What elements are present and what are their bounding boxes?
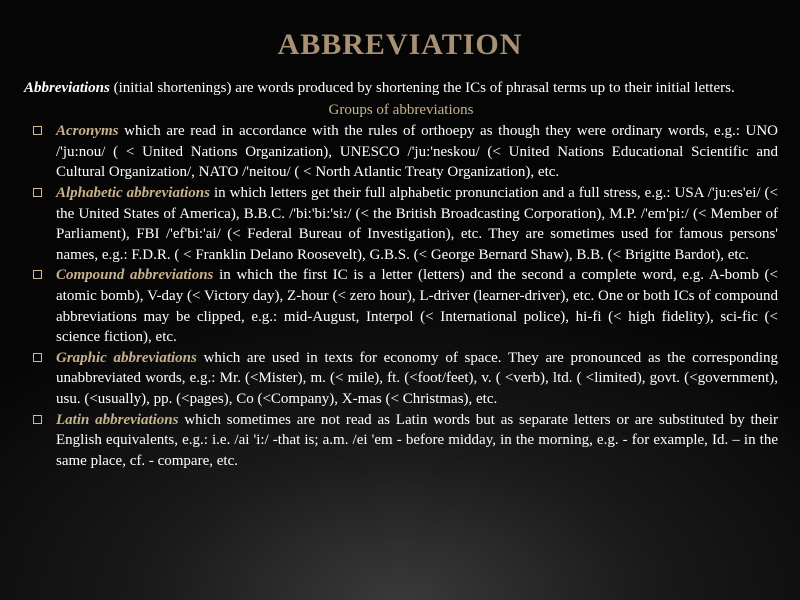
hollow-square-icon bbox=[33, 415, 42, 424]
group-text: in which letters get their full alphabetic pronunciation and a full stress, e.g.: USA /'ju:es'ei/ (< the United States of America), B.B.C. /'bi:'bi:'si:/ (< the British Broadcasting Corporation), M.P. /'em'pi:/ (< Member of Parliament), FBI /'ef'bi:'ai/ (< Federal Bureau of Investigation), etc. They are sometimes used for famous persons' names, e.g.: F.D.R. ( < Franklin Delano Roosevelt), G.B.S. (< George Bernard Shaw), B.B. (< Brigitte Bardot), etc. bbox=[56, 184, 779, 263]
groups-list bbox=[24, 121, 778, 471]
group-term: Compound abbreviations bbox=[56, 267, 214, 284]
intro-hang bbox=[24, 78, 778, 99]
list-item bbox=[24, 410, 778, 472]
group-term: Latin abbreviations bbox=[56, 411, 179, 428]
list-item bbox=[24, 183, 778, 265]
hollow-square-icon bbox=[33, 188, 42, 197]
group-text: which are read in accordance with the rules of orthoepy as though they were ordinary words, e.g.: UNO /'ju:nou/ ( < United Nations Organization), UNESCO /'ju:'neskou/ (< United Nations Educational Scientific and Cultural Organization/, NATO /'neitou/ ( < North Atlantic Treaty Organization), etc. bbox=[56, 123, 778, 181]
group-term: Alphabetic abbreviations bbox=[56, 184, 210, 201]
groups-heading: Groups of abbreviations bbox=[328, 101, 474, 118]
slide-content bbox=[24, 78, 778, 471]
group-text: which sometimes are not read as Latin words but as separate letters or are substituted by their English equivalents, e.g.: i.e. /ai 'i:/ -that is; a.m. /ei 'em - before midday, in the morning, e.g. - for example, Id. – in the same place, cf. - compare, etc. bbox=[56, 411, 778, 469]
hollow-square-icon bbox=[33, 353, 42, 362]
group-term: Acronyms bbox=[56, 123, 119, 140]
intro-paragraph bbox=[24, 78, 778, 99]
slide-title: ABBREVIATION bbox=[277, 28, 523, 61]
group-term: Graphic abbreviations bbox=[56, 349, 197, 366]
list-item bbox=[24, 265, 778, 347]
group-text: in which the first IC is a letter (letters) and the second a complete word, e.g. A-bomb (< atomic bomb), V-day (< Victory day), Z-hour (< zero hour), L-driver (learner-driver), etc. One or both ICs of compound abbreviations may be clipped, e.g.: mid-August, Interpol (< International police), hi-fi (< high fidelity), sci-fic (< science fiction), etc. bbox=[56, 267, 778, 346]
group-text: which are used in texts for economy of space. They are pronounced as the corresponding unabbreviated words, e.g.: Mr. (<Mister), m. (< mile), ft. (<foot/feet), v. ( <verb), ltd. ( <limited), govt. (<government), usu. (<usually), pp. (<pages), Co (<Company), X-mas (< Christmas), etc. bbox=[56, 349, 778, 407]
hollow-square-icon bbox=[33, 270, 42, 279]
list-item bbox=[24, 121, 778, 183]
intro-text: (initial shortenings) are words produced by shortening the ICs of phrasal terms up to their initial letters. bbox=[109, 80, 735, 96]
hollow-square-icon bbox=[33, 126, 42, 135]
intro-term: Abbreviations bbox=[24, 80, 110, 96]
list-item bbox=[24, 348, 778, 410]
